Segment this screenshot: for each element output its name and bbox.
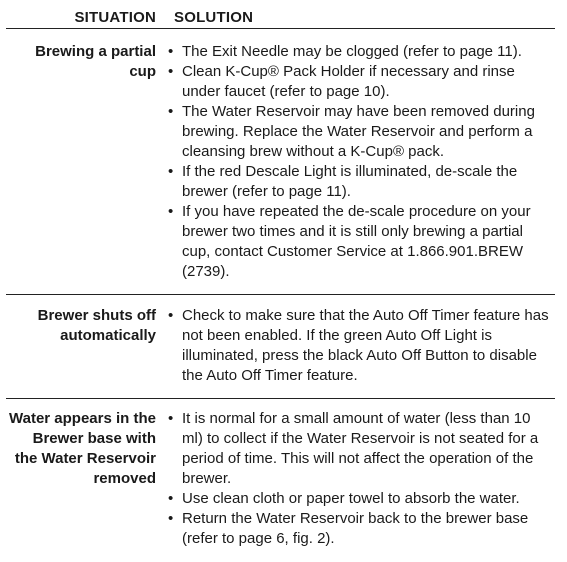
solution-item [166, 42, 555, 62]
situation-header: SITUATION [74, 8, 156, 26]
table-row [6, 399, 555, 549]
solution-item [166, 409, 555, 489]
bullet-icon: • [168, 103, 174, 120]
solution-item [166, 62, 555, 102]
solution-item [166, 162, 555, 202]
solution-text: The Water Reservoir may have been removed during brewing. Replace the Water Reservoir and perform a cleansing brew without a K-Cup® pack. [182, 103, 535, 160]
bullet-icon: • [168, 63, 174, 80]
solution-text: Clean K-Cup® Pack Holder if necessary and rinse under faucet (refer to page 10). [182, 63, 515, 100]
solution-header: SOLUTION [174, 8, 254, 26]
bullet-icon: • [168, 510, 174, 527]
solution-text: It is normal for a small amount of water (less than 10 ml) to collect if the Water Reservoir is not seated for a period of time. This will not affect the operation of the brewer. [182, 410, 539, 487]
bullet-icon: • [168, 43, 174, 60]
solution-list [158, 306, 555, 386]
solution-text: Use clean cloth or paper towel to absorb the water. [182, 490, 520, 507]
solution-text: Return the Water Reservoir back to the brewer base (refer to page 6, fig. 2). [182, 510, 529, 547]
solution-item [166, 102, 555, 162]
solution-item [166, 202, 555, 282]
solution-text: If the red Descale Light is illuminated, de-scale the brewer (refer to page 11). [182, 163, 518, 200]
solution-text: If you have repeated the de-scale procedure on your brewer two times and it is still only brewing a partial cup, contact Customer Service at 1.866.901.BREW (2739). [182, 203, 531, 280]
bullet-icon: • [168, 410, 174, 427]
solution-list [158, 42, 555, 282]
solution-item [166, 509, 555, 549]
bullet-icon: • [168, 307, 174, 324]
bullet-icon: • [168, 163, 174, 180]
bullet-icon: • [168, 490, 174, 507]
solution-text: Check to make sure that the Auto Off Timer feature has not been enabled. If the green Auto Off Light is illuminated, press the black Auto Off Button to disable the Auto Off Timer feature. [182, 307, 549, 384]
solution-list [158, 409, 555, 549]
situation-cell: Brewer shuts off automatically [37, 307, 156, 344]
solution-item [166, 489, 555, 509]
table-row [6, 295, 555, 399]
table-header [6, 6, 555, 29]
solution-item [166, 306, 555, 386]
situation-cell: Brewing a partial cup [35, 43, 156, 80]
solution-text: The Exit Needle may be clogged (refer to page 11). [182, 43, 522, 60]
bullet-icon: • [168, 203, 174, 220]
table-row [6, 29, 555, 295]
situation-cell: Water appears in the Brewer base with the Water Reservoir removed [9, 410, 156, 487]
